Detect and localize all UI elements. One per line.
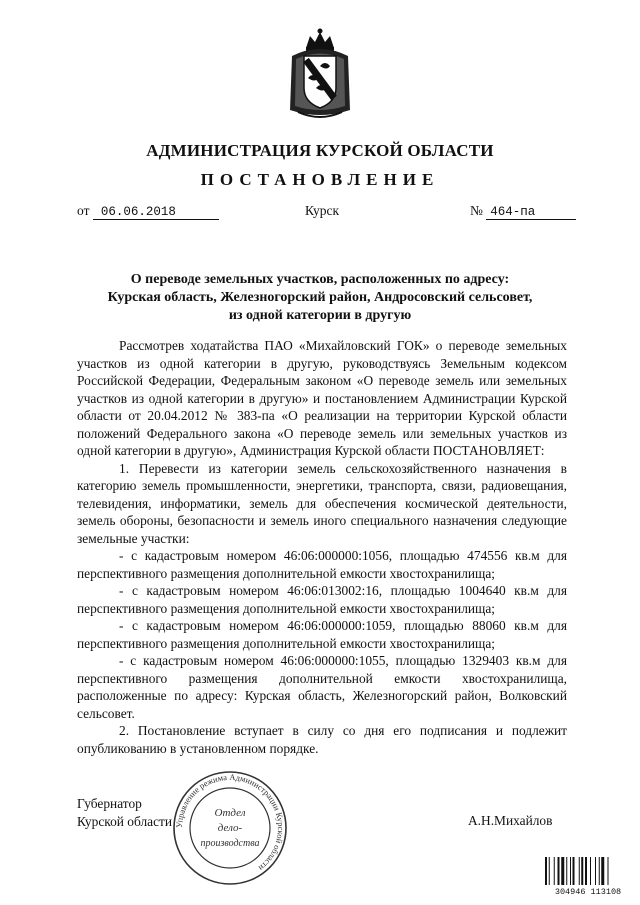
barcode-bar [581,857,583,885]
document-subject [60,271,580,325]
subject-line: О переводе земельных участков, расположенных по адресу: [130,272,510,287]
barcode-bar [570,857,571,885]
barcode-bar [554,857,555,885]
barcode-bars [545,857,609,885]
signatory-title-line: Губернатор [77,796,142,811]
document-date: 06.06.2018 [93,205,219,220]
barcode-bar [601,857,604,885]
document-type: ПОСТАНОВЛЕНИЕ [200,170,440,189]
barcode [543,856,633,896]
office-stamp [170,768,290,888]
barcode-bar [595,857,596,885]
stamp-line: дело- [217,822,243,834]
barcode-bar [558,857,560,885]
barcode-bar [566,857,567,885]
organization-title: АДМИНИСТРАЦИЯ КУРСКОЙ ОБЛАСТИ [146,141,494,160]
document-body [77,337,567,757]
city: Курск [305,203,340,218]
body-paragraph: - с кадастровым номером 46:06:000000:1056, площадью 474556 кв.м для перспективного размещения дополнительной емкости хвостохранилища; [77,548,567,581]
signatory-title [77,795,172,831]
document-number: 464-па [486,205,576,220]
barcode-bar [573,857,575,885]
body-paragraph: - с кадастровым номером 46:06:000000:1059, площадью 88060 кв.м для перспективного размещения дополнительной емкости хвостохранилища; [77,618,567,651]
barcode-bar [561,857,564,885]
body-paragraph: Рассмотрев ходатайства ПАО «Михайловский ГОК» о переводе земельных участков из одной категории в другую, руководствуясь Земельным кодексом Российской Федерации, Федеральным законом «О переводе земель или земельных участков из одной категории в другую» и постановлением Администрации Курской области от 20.04.2012 № 383-па «О реализации на территории Курской области положений Федерального закона «О переводе земель или земельных участков из одной категории в другую», Администрация Курской области ПОСТАНОВЛЯЕТ: [77,338,567,458]
barcode-bar [545,857,547,885]
body-paragraph: 1. Перевести из категории земель сельскохозяйственного назначения в категорию земель промышленности, энергетики, транспорта, связи, радиовещания, телевидения, информатики, земель для обеспечения космической деятельности, земель обороны, безопасности и земель иного специального назначения следующие земельные участки: [77,460,567,546]
subject-line: из одной категории в другую [228,308,412,323]
body-paragraph: - с кадастровым номером 46:06:013002:16, площадью 1004640 кв.м для перспективного размещения дополнительной емкости хвостохранилища; [77,583,567,616]
barcode-bar [590,857,591,885]
barcode-bar [585,857,587,885]
stamp-line: Отдел [214,807,246,819]
stamp-line: производства [200,838,260,849]
body-paragraph: 2. Постановление вступает в силу со дня его подписания и подлежит опубликованию в установленном порядке. [77,723,567,756]
date-prefix: от [77,203,90,218]
coat-of-arms-icon [284,26,356,124]
number-prefix: № [470,203,483,218]
subject-line: Курская область, Железногорский район, Андросовский сельсовет, [107,290,533,305]
barcode-number: 304946 113108 [554,887,622,896]
barcode-bar [599,857,600,885]
barcode-bar [549,857,550,885]
stamp-ring-text: Управление режима Администрации Курской области [173,771,287,874]
signatory-title-line: Курской области [77,814,173,829]
barcode-bar [579,857,580,885]
barcode-bar [608,857,609,885]
date-block [77,203,219,220]
signatory-name: А.Н.Михайлов [468,813,553,828]
body-paragraph: - с кадастровым номером 46:06:000000:1055, площадью 1329403 кв.м для перспективного размещения дополнительной емкости хвостохранилища, расположенные по адресу: Курская область, Железногорский район, Волковский сельсовет. [77,653,567,721]
number-block [470,203,576,220]
